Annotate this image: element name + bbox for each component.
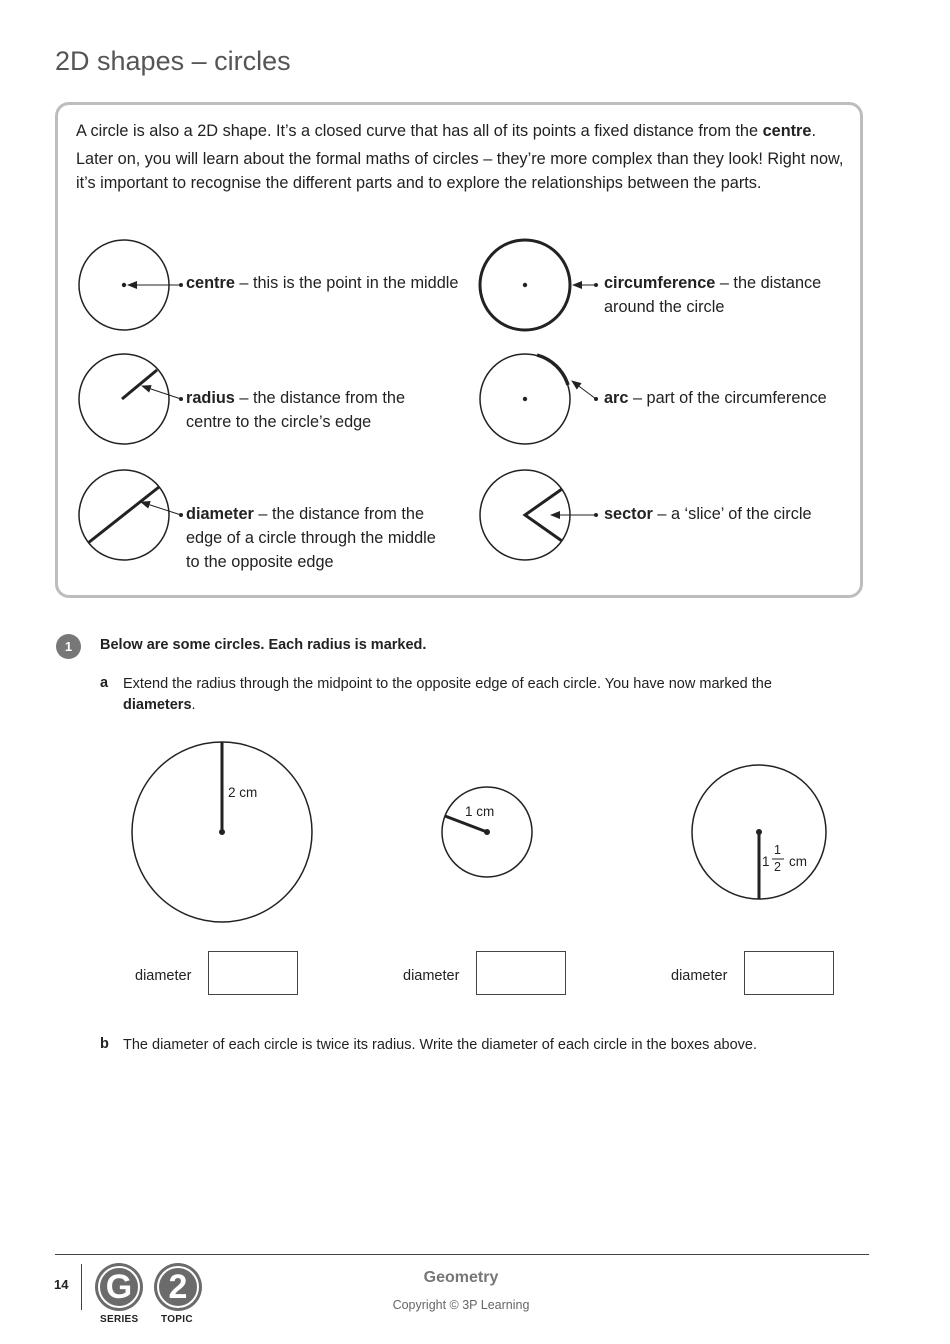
part-b-text: The diameter of each circle is twice its radius. Write the diameter of each circle in the boxes above. xyxy=(123,1037,757,1053)
term-sector-desc: – a ‘slice’ of the circle xyxy=(652,505,812,523)
footer-copyright: Copyright © 3P Learning xyxy=(392,1298,530,1312)
part-a-diameters-word: diameters xyxy=(123,697,192,713)
term-circumference-word: circumference xyxy=(604,274,716,292)
intro-centre-word: centre xyxy=(762,122,812,140)
radius-label-1: 2 cm xyxy=(228,785,258,800)
term-arc-desc: – part of the circumference xyxy=(628,389,827,407)
series-caption: SERIES xyxy=(100,1314,139,1325)
page-title: 2D shapes – circles xyxy=(55,46,291,76)
part-a-text-end: . xyxy=(191,697,196,713)
diameter-label-3: diameter xyxy=(671,968,728,984)
part-b-letter: b xyxy=(100,1036,109,1052)
intro-line-1-text: A circle is also a 2D shape. It’s a closed curve that has all of its points a fixed distance from the xyxy=(76,122,763,140)
intro-line-1-end: . xyxy=(811,122,816,140)
radius-label-3-denominator: 2 xyxy=(774,860,781,874)
footer-subject: Geometry xyxy=(423,1269,499,1286)
term-diameter-word: diameter xyxy=(186,505,254,523)
term-diameter-desc: – the distance from the edge of a circle through the middle to the opposite edge xyxy=(186,505,436,571)
term-arc-word: arc xyxy=(604,389,629,407)
term-radius-word: radius xyxy=(186,389,235,407)
topic-number: 2 xyxy=(168,1268,188,1306)
page-number: 14 xyxy=(54,1277,69,1292)
series-letter: G xyxy=(105,1268,133,1306)
term-centre-desc: – this is the point in the middle xyxy=(234,274,459,292)
radius-label-3-whole: 1 xyxy=(762,854,770,869)
part-a-letter: a xyxy=(100,675,109,691)
part-a-text-main: Extend the radius through the midpoint to the opposite edge of each circle. You have now marked the xyxy=(123,676,772,692)
question-number-badge: 1 xyxy=(56,634,81,659)
radius-label-2: 1 cm xyxy=(465,804,495,819)
term-radius-desc: – the distance from the centre to the circle’s edge xyxy=(186,389,406,431)
term-centre-word: centre xyxy=(186,274,235,292)
diameter-label-1: diameter xyxy=(135,968,192,984)
radius-label-3-numerator: 1 xyxy=(774,843,781,857)
diameter-label-2: diameter xyxy=(403,968,460,984)
intro-line-2: Later on, you will learn about the formal maths of circles – they’re more complex than they look! Right now, it’s important to recognise the different parts and to explore the relationships between the parts. xyxy=(76,150,844,192)
topic-caption: TOPIC xyxy=(161,1314,193,1325)
term-sector-word: sector xyxy=(604,505,653,523)
radius-label-3-unit: cm xyxy=(789,854,807,869)
term-circumference-desc: – the distance around the circle xyxy=(604,274,822,316)
question-prompt: Below are some circles. Each radius is marked. xyxy=(100,637,427,653)
